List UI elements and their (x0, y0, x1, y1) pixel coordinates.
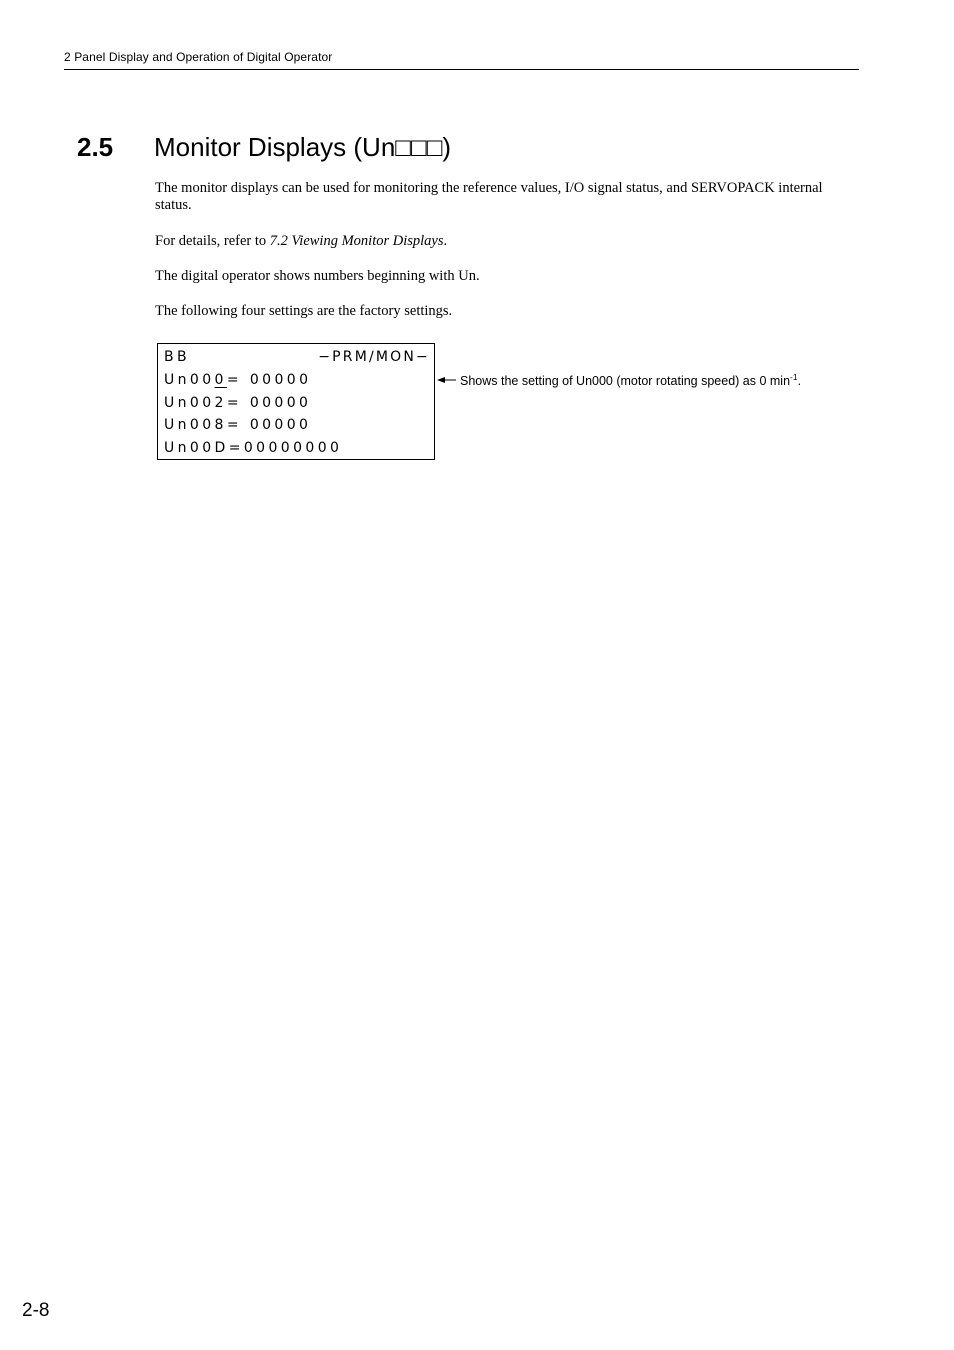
page-number: 2-8 (22, 1300, 50, 1321)
callout-body: Shows the setting of Un000 (motor rotating speed) as 0 min (460, 374, 791, 388)
section-number: 2.5 (77, 132, 114, 162)
paragraph-intro: The monitor displays can be used for monitoring the reference values, I/O signal status, and SERVOPACK internal status. (155, 180, 823, 213)
callout (437, 372, 837, 388)
paragraph-un-prefix: The digital operator shows numbers beginning with Un. (155, 268, 480, 284)
operator-display-panel (157, 343, 435, 460)
paragraph-reference (155, 233, 855, 250)
panel-line-un008: Un008= 00000 (164, 417, 312, 433)
panel-line-un002: Un002= 00000 (164, 395, 312, 411)
arrow-left-icon (437, 374, 457, 386)
section-title: Monitor Displays (Un□□□) (154, 132, 452, 162)
panel-mode: −PRM∕MON− (318, 349, 430, 365)
cross-reference-link[interactable]: 7.2 Viewing Monitor Displays (269, 233, 444, 249)
callout-end: . (797, 374, 802, 388)
panel-status: BB (164, 349, 191, 365)
panel-cursor-digit: 0 (214, 372, 227, 388)
running-header: 2 Panel Display and Operation of Digital Operator (64, 50, 333, 64)
reference-prefix: For details, refer to (155, 233, 270, 249)
header-rule (64, 69, 859, 70)
reference-suffix: . (443, 233, 448, 249)
panel-line-un00d: Un00D=00000000 (164, 440, 343, 456)
panel-line-un000 (164, 370, 311, 390)
callout-superscript: -1 (790, 372, 798, 382)
panel-line-un000-prefix: Un00 (164, 372, 215, 388)
paragraph-factory-settings: The following four settings are the factory settings. (155, 303, 453, 319)
callout-text (460, 372, 801, 388)
panel-line-un000-value: = 00000 (226, 372, 312, 388)
